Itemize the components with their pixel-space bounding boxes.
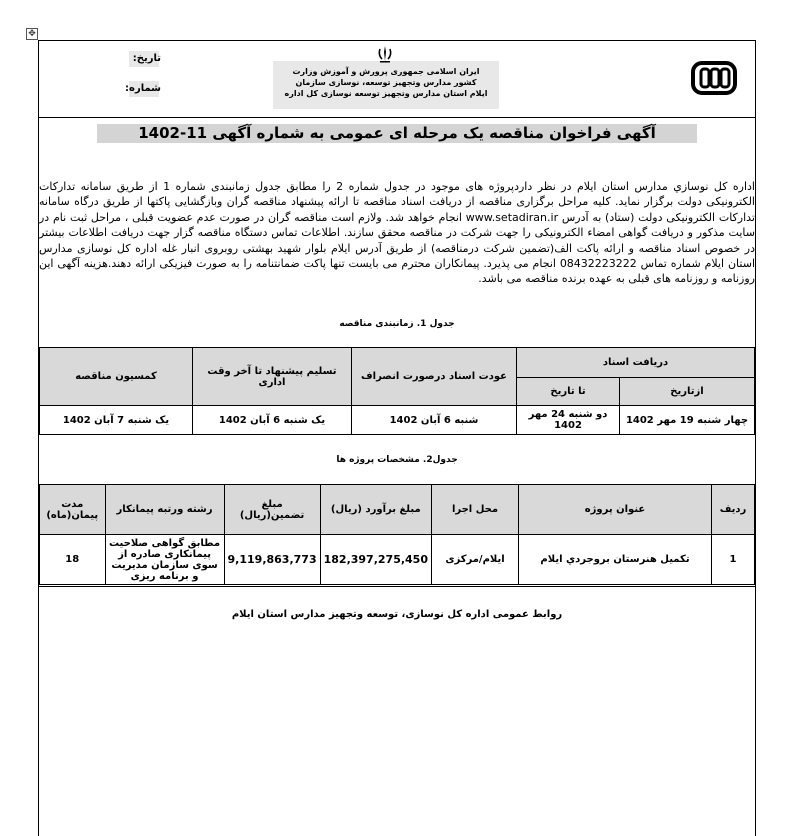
header-guarantee: مبلغ تضمین(ریال) [224,485,320,535]
footer-divider [39,586,755,587]
cell-return-docs: شنبه 6 آبان 1402 [352,406,517,435]
cell-submit: یک شنبه 6 آبان 1402 [193,406,352,435]
cell-to-date: دو شنبه 24 مهر 1402 [517,406,620,435]
announcement-body: اداره کل نوسازي مدارس استان ايلام در نظر داردپروژه های موجود در جدول شماره 2 را مطابق جدول زمانبندی شماره 1 از طريق سامانه تدارکات الکترونيکی دولت برگزار نمايد. کليه مراحل برگزاری مناقصه از دريافت اسناد مناقصه تا ارائه پيشنهاد مناقصه گران وبازگشايی پاکتها از طريق درگاه سامانه تدارکات الکترونيکی دولت (ستاد) به آدرس www.setadiran.ir انجام خواهد شد. ولازم است مناقصه گران در صورت عدم عضويت قبلی ، مراحل ثبت نام در سايت مذکور و دريافت گواهی امضاء الکترونيکی را جهت شرکت در مناقصه محقق سازند. اطلاعات تماس دستگاه مناقصه گزار جهت دريافت اطلاعات بيشتر در خصوص اسناد مناقصه و ارائه پاکت الف(تضمين شرکت درمناقصه) از طريق آدرس ايلام بلوار شهيد بهشتی روبروی انبار غله اداره کل نوسازی مدارس استان ايلام شماره تماس 08432223222 انجام می پذيرد. پيمانکاران محترم می بايست تنها پاکت ضمانتنامه را به صورت فيزيکی ارائه دهند.هزينه آگهی اين روزنامه و روزنامه های قبلی به عهده برنده مناقصه می باشد. [39,180,755,286]
header-from-date: ازتاریخ [620,378,755,406]
cell-from-date: چهار شنبه 19 مهر 1402 [620,406,755,435]
org-line-3: ایلام استان مدارس وتجهیز توسعه نوسازی کل اداره [284,89,488,98]
cell-project-title: تکمیل هنرستان بروجردي ايلام [519,535,712,585]
table-move-handle-icon[interactable]: ✥ [26,28,38,40]
cell-row-number: 1 [712,535,755,585]
number-label: شماره: [125,83,161,94]
document-page [38,40,756,836]
header-duration: مدت پیمان(ماه) [40,485,106,535]
header-return-docs: عودت اسناد درصورت انصراف [352,348,517,406]
header-row-number: ردیف [712,485,755,535]
letterhead [39,41,755,118]
header-submit: تسلیم پیشنهاد تا آخر وقت اداری [193,348,352,406]
header-receive-docs: دریافت اسناد [517,348,755,378]
table2-caption: جدول2. مشخصات پروژه ها [336,455,458,465]
org-line-1: ایران اسلامی جمهوری پرورش و آموزش وزارت [292,67,480,76]
header-contractor-grade: رشته ورتبه پیمانکار [105,485,224,535]
org-line-2: کشور مدارس وتجهیز توسعه، نوسازی سازمان [295,78,477,87]
iran-emblem-icon [376,45,394,63]
table1-caption: جدول 1. زمانبندی مناقصه [339,319,455,329]
announcement-title: آگهی فراخوان مناقصه یک مرحله ای عمومی به شماره آگهی 11-1402 [97,124,697,143]
organization-logo-icon [691,57,737,97]
schedule-table [39,347,755,435]
table-row [40,535,755,585]
header-location: محل اجرا [432,485,519,535]
header-commission: کمسیون مناقصه [40,348,193,406]
header-project-title: عنوان پروژه [519,485,712,535]
cell-location: ايلام/مرکزی [432,535,519,585]
footer-signature: روابط عمومی اداره کل نوسازی، توسعه وتجهیز مدارس استان ایلام [231,609,563,620]
header-estimate: مبلغ برآورد (ریال) [320,485,431,535]
cell-commission: یک شنبه 7 آبان 1402 [40,406,193,435]
cell-guarantee: 9,119,863,773 [224,535,320,585]
cell-duration: 18 [40,535,106,585]
cell-estimate: 182,397,275,450 [320,535,431,585]
date-label: تاریخ: [132,53,161,64]
cell-contractor-grade: مطابق گواهی صلاحیت پیمانکاری صادره از سوی سازمان مدیریت و برنامه ریزی [105,535,224,585]
projects-table [39,484,755,585]
header-to-date: تا تاریخ [517,378,620,406]
organization-name-block [273,61,499,109]
